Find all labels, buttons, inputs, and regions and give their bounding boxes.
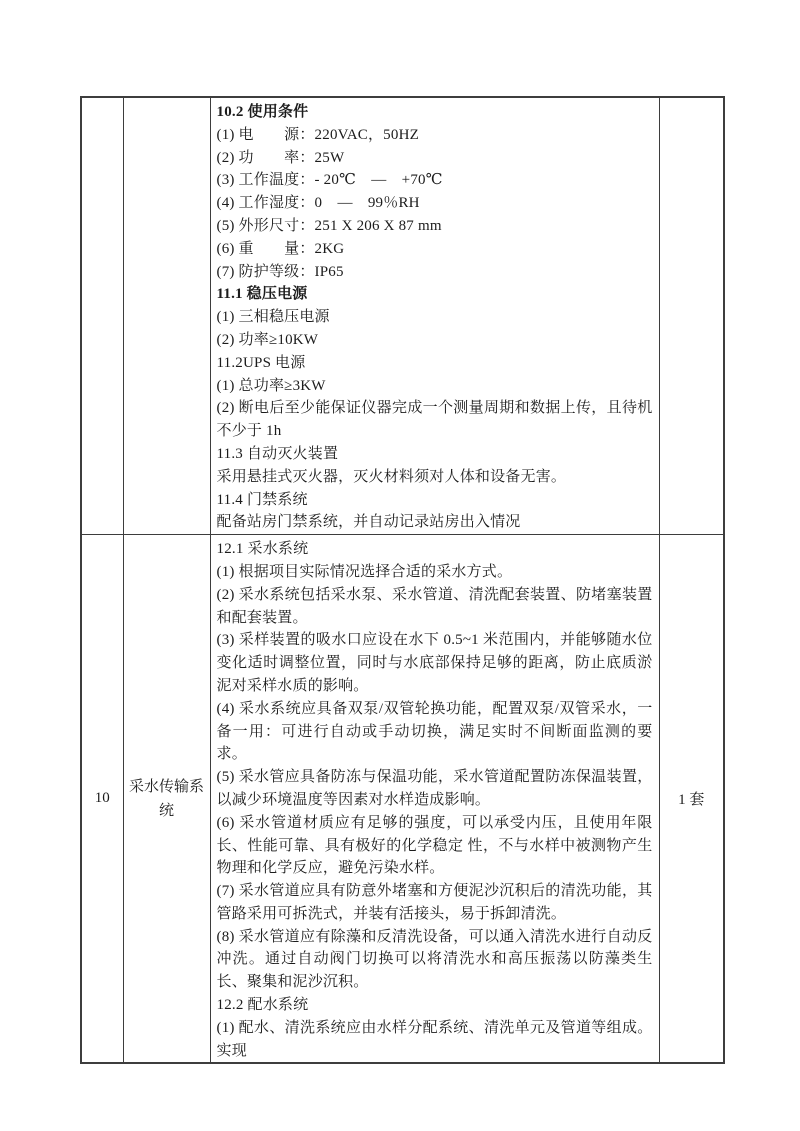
spec-paragraph: 10.2 使用条件: [216, 104, 309, 120]
spec-table: [80, 96, 725, 1064]
table-row: [81, 97, 724, 535]
item-number-cell: [81, 97, 123, 535]
spec-paragraph: 11.3 自动灭火装置: [216, 445, 339, 462]
item-name: 采水传输系统: [128, 778, 204, 819]
spec-paragraph: (7) 采水管道应具有防意外堵塞和方便泥沙沉积后的清洗功能，其管路采用可拆洗式，并装有活接头，易于拆卸清洗。: [216, 883, 653, 922]
item-number-cell: [81, 535, 123, 1064]
spec-paragraph: 12.1 采水系统: [216, 541, 309, 558]
spec-cell: [210, 97, 659, 535]
spec-paragraph: 11.4 门禁系统: [216, 491, 308, 508]
quantity-cell: [659, 535, 724, 1064]
spec-paragraph: (3) 工作温度：- 20℃ — +70℃: [216, 172, 443, 189]
spec-paragraph: 11.2UPS 电源: [216, 354, 306, 371]
spec-paragraph: (6) 重 量：2KG: [216, 240, 345, 257]
item-name-cell: [123, 97, 210, 535]
spec-paragraph: 配备站房门禁系统，并自动记录站房出入情况: [216, 514, 521, 531]
spec-paragraph: (6) 采水管道材质应有足够的强度，可以承受内压，且使用年限长、性能可靠、具有极好的化学稳定 性，不与水样中被测物产生物理和化学反应，避免污染水样。: [216, 814, 653, 877]
item-name-cell: [123, 535, 210, 1064]
spec-paragraph: (2) 功 率：25W: [216, 149, 345, 166]
spec-paragraph: (2) 断电后至少能保证仪器完成一个测量周期和数据上传，且待机不少于 1h: [216, 400, 653, 440]
spec-paragraph: 采用悬挂式灭火器，灭火材料须对人体和设备无害。: [216, 468, 567, 485]
spec-paragraph: 12.2 配水系统: [216, 997, 309, 1014]
spec-paragraph: (5) 采水管应具备防冻与保温功能，采水管道配置防冻保温装置，以减少环境温度等因素对水样造成影响。: [216, 769, 653, 808]
spec-paragraph: (4) 采水系统应具备双泵/双管轮换功能，配置双泵/双管采水，一备一用：可进行自动或手动切换，满足实时不间断面监测的要求。: [216, 700, 653, 763]
spec-paragraph: (2) 功率≥10KW: [216, 331, 319, 348]
spec-paragraph: (1) 总功率≥3KW: [216, 377, 326, 394]
spec-paragraph: (1) 配水、清洗系统应由水样分配系统、清洗单元及管道等组成。实现: [216, 1019, 653, 1059]
item-number: 10: [94, 790, 110, 807]
spec-paragraph: (5) 外形尺寸：251 X 206 X 87 mm: [216, 217, 442, 234]
spec-paragraph: (2) 采水系统包括采水泵、采水管道、清洗配套装置、防堵塞装置和配套装置。: [216, 586, 653, 626]
table-row: [81, 535, 724, 1064]
quantity-cell: [659, 97, 724, 535]
spec-paragraph: (8) 采水管道应有除藻和反清洗设备，可以通入清洗水进行自动反冲洗。通过自动阀门切换可以将清洗水和高压振荡以防藻类生长、聚集和泥沙沉积。: [216, 928, 653, 991]
spec-paragraph: (4) 工作湿度：0 — 99％RH: [216, 195, 420, 212]
spec-paragraph: (3) 采样装置的吸水口应设在水下 0.5~1 米范围内，并能够随水位变化适时调整位置，同时与水底部保持足够的距离，防止底质淤泥对采样水质的影响。: [216, 632, 653, 694]
spec-paragraph: (1) 电 源：220VAC，50HZ: [216, 126, 419, 143]
spec-paragraph: (1) 根据项目实际情况选择合适的采水方式。: [216, 563, 513, 580]
spec-paragraph: 11.1 稳压电源: [216, 286, 308, 303]
spec-cell: [210, 535, 659, 1064]
quantity-value: 1 套: [678, 792, 705, 809]
spec-paragraph: (7) 防护等级：IP65: [216, 263, 344, 280]
spec-table-body: [81, 97, 724, 1063]
spec-paragraph: (1) 三相稳压电源: [216, 309, 330, 326]
